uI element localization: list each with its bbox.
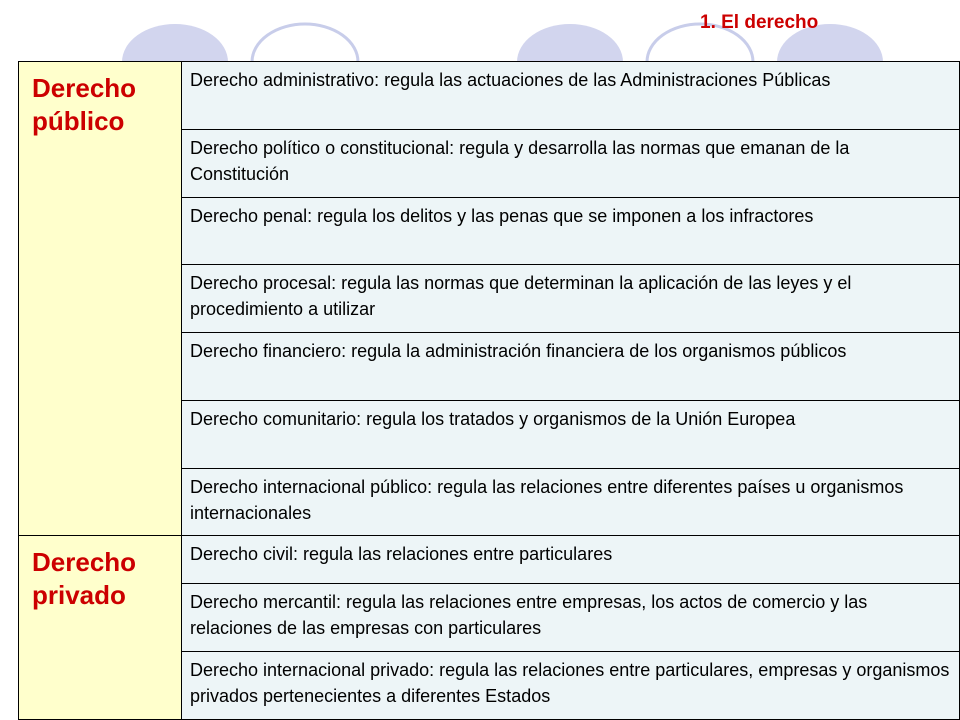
law-description: Derecho mercantil: regula las relaciones entre empresas, los actos de comercio y las relaciones de las empresas con particulares: [182, 584, 960, 652]
law-branches-table: [18, 61, 960, 720]
law-description: Derecho procesal: regula las normas que determinan la aplicación de las leyes y el procedimiento a utilizar: [182, 265, 960, 333]
law-description: Derecho financiero: regula la administración financiera de los organismos públicos: [182, 333, 960, 401]
law-description: Derecho administrativo: regula las actuaciones de las Administraciones Públicas: [182, 62, 960, 130]
law-description: Derecho internacional privado: regula las relaciones entre particulares, empresas y organismos privados pertenecientes a diferentes Estados: [182, 652, 960, 720]
law-description: Derecho comunitario: regula los tratados y organismos de la Unión Europea: [182, 400, 960, 468]
table-row: [19, 62, 960, 130]
category-label: Derecho privado: [32, 547, 137, 611]
table-row: [19, 536, 960, 584]
law-description: Derecho internacional público: regula las relaciones entre diferentes países u organismos internacionales: [182, 468, 960, 536]
law-description: Derecho penal: regula los delitos y las penas que se imponen a los infractores: [182, 197, 960, 265]
slide-title: 1. El derecho: [700, 12, 819, 33]
category-cell-publico: [19, 62, 182, 536]
law-description: Derecho civil: regula las relaciones entre particulares: [182, 536, 960, 584]
category-cell-privado: [19, 536, 182, 720]
category-label: Derecho público: [32, 73, 137, 136]
law-description: Derecho político o constitucional: regula y desarrolla las normas que emanan de la Constitución: [182, 129, 960, 197]
